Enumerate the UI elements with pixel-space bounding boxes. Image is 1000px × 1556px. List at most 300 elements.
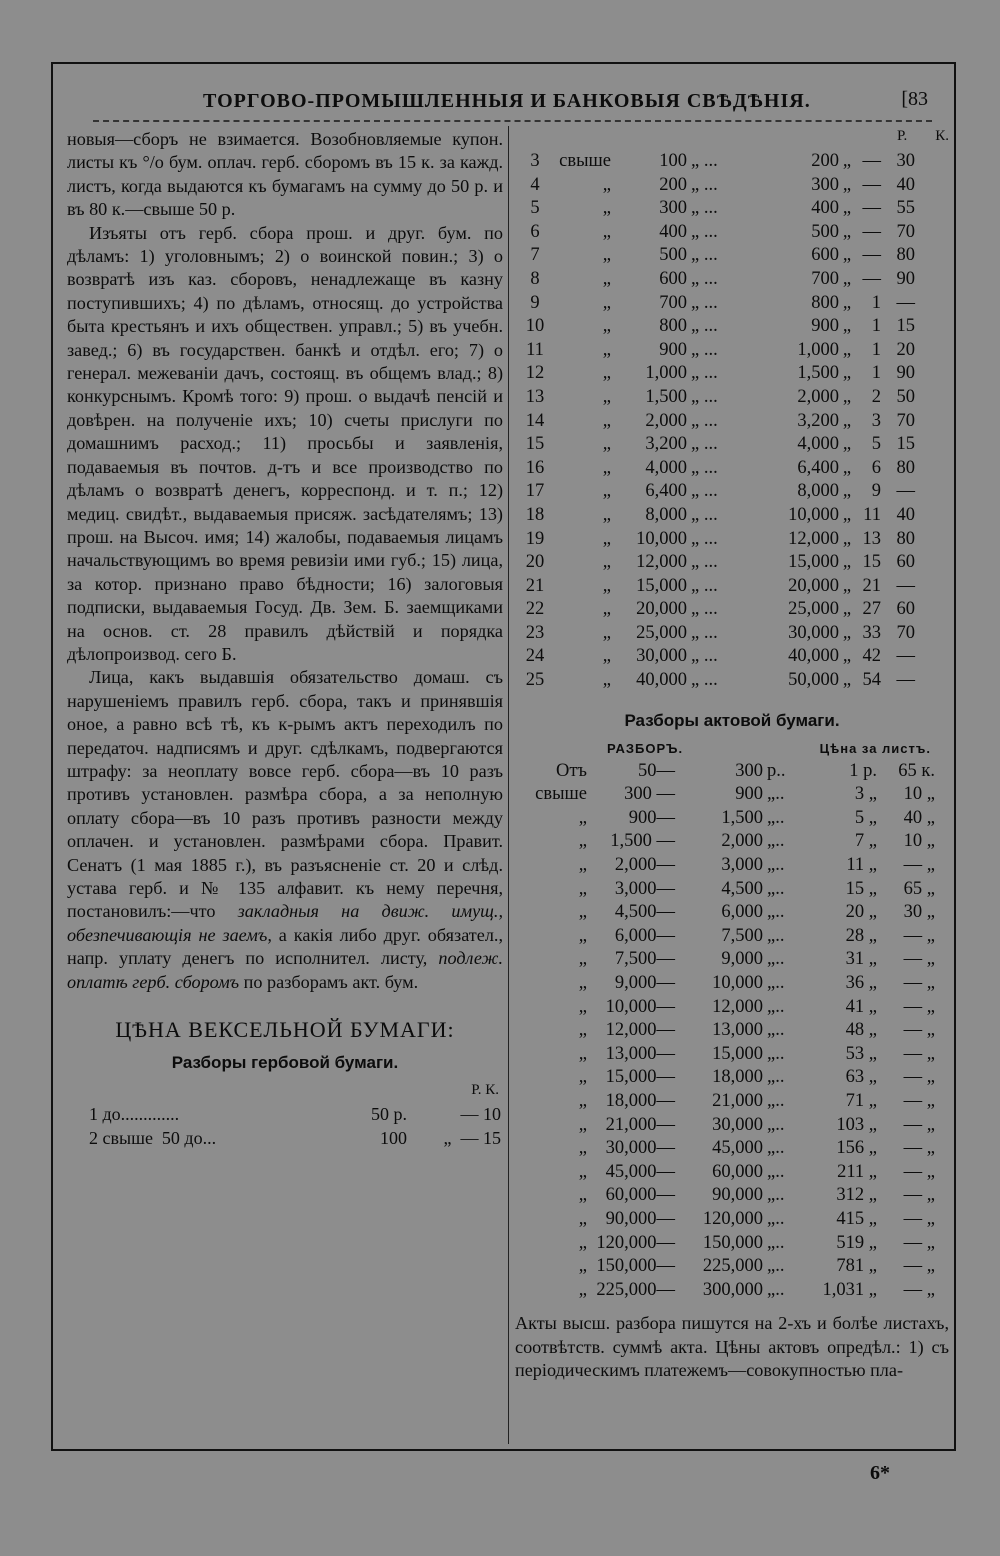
cell: 11 „ <box>846 855 877 876</box>
cell: „.. <box>767 996 785 1017</box>
cell: 8,000 <box>797 481 839 502</box>
cell: „ <box>578 807 587 828</box>
cell: „ <box>578 1020 587 1041</box>
table-row <box>515 669 949 693</box>
cell: 120,000 <box>702 1208 763 1229</box>
italic-text: закладныя на движ. имущ., обезпечивающія не заемъ, <box>67 901 504 945</box>
cell: — „ <box>903 1232 935 1253</box>
cell: „.. <box>767 902 785 923</box>
paragraph: Акты высш. разбора пишутся на 2-хъ и болѣе листахъ, соотвѣтств. суммѣ акта. Цѣны актовъ опредѣл.: 1) съ періодическимъ платежемъ—совокупностью пла- <box>515 1313 949 1381</box>
cell: 19 <box>525 528 545 549</box>
paragraph-text: а какія либо друг. обязател., напр. уплату денегъ по исполнител. листу, <box>67 924 503 969</box>
table-row <box>515 457 949 481</box>
cell: „ ... <box>691 670 718 691</box>
table-row <box>515 1232 949 1256</box>
cell: 800 <box>811 292 839 313</box>
column-divider <box>508 126 509 1444</box>
cell: „.. <box>767 1161 785 1182</box>
cell: 53 „ <box>845 1043 877 1064</box>
cell: — „ <box>903 1279 935 1300</box>
cell: 2,000— <box>614 855 675 876</box>
cell: — „ <box>903 1067 935 1088</box>
cell: „ <box>578 831 587 852</box>
cell: „ <box>842 504 852 525</box>
left-column <box>67 128 503 1150</box>
cell: 3 <box>871 410 881 431</box>
cell: „ <box>602 386 611 407</box>
cell: 71 „ <box>845 1090 877 1111</box>
cell: 150,000 <box>702 1232 763 1253</box>
cell: „ <box>602 410 611 431</box>
cell: 45,000— <box>605 1161 675 1182</box>
cell: 40,000 <box>636 670 687 691</box>
cell: 40 „ <box>903 807 935 828</box>
cell: — <box>862 198 881 219</box>
cell: 3,200 <box>645 434 687 455</box>
cell: — „ <box>903 1138 935 1159</box>
cell: 4 <box>530 174 540 195</box>
cell: „ <box>842 245 852 266</box>
cell: 14 <box>525 410 545 431</box>
cell: 16 <box>525 457 545 478</box>
cell: „ <box>578 1185 587 1206</box>
cell: 900 <box>659 339 687 360</box>
cell: „ <box>602 481 611 502</box>
cell: 2 свыше 50 до... <box>89 1128 217 1149</box>
table-row <box>515 575 949 599</box>
cell: — „ <box>903 925 935 946</box>
cell: 13,000 <box>712 1020 763 1041</box>
cell: — „ <box>903 973 935 993</box>
cell: свыше <box>559 151 611 171</box>
table-row <box>515 244 949 268</box>
cell: 4,000 <box>797 434 839 455</box>
cell: 50 <box>896 386 915 407</box>
table-title: Разборы актовой бумаги. <box>624 710 840 730</box>
cell: 63 „ <box>845 1067 877 1088</box>
table-row <box>515 1208 949 1232</box>
table-row <box>515 197 949 221</box>
cell: „ <box>578 949 587 970</box>
cell: 50 р. <box>371 1104 407 1125</box>
cell: 781 „ <box>836 1256 877 1277</box>
cell: 45,000 <box>712 1138 763 1159</box>
cell: 9,000— <box>614 973 675 993</box>
cell: 54 <box>862 670 881 691</box>
cell: 5 „ <box>854 807 877 828</box>
cell: „ <box>578 1114 587 1135</box>
cell: 21,000 <box>712 1090 763 1111</box>
cell: — <box>862 268 881 289</box>
cell: „.. <box>767 1138 785 1159</box>
cell: 900 <box>811 316 839 337</box>
cell: 50,000 <box>788 670 839 691</box>
table-row <box>515 1114 949 1138</box>
cell: 8 <box>530 268 540 289</box>
cell: 15,000 <box>788 552 839 573</box>
cell: „ <box>578 1090 587 1111</box>
cell: 90 <box>896 268 915 289</box>
cell: „.. <box>767 1067 785 1088</box>
table-row <box>515 480 949 504</box>
cell: 6,000 <box>721 902 763 923</box>
table-row <box>515 315 949 339</box>
right-column <box>515 128 949 1383</box>
cell: 1,500 <box>645 386 687 407</box>
cell: „ <box>602 339 611 360</box>
table-row <box>515 551 949 575</box>
cell: „.. <box>767 831 785 852</box>
cell: 65 к. <box>898 760 935 781</box>
cell: „ <box>842 457 852 478</box>
table-row <box>515 830 949 854</box>
cell: 3 „ <box>854 784 877 805</box>
table-row <box>515 622 949 646</box>
cell: „ ... <box>691 292 718 313</box>
cell: 90,000 <box>712 1185 763 1206</box>
cell: „.. <box>767 925 785 946</box>
cell: — „ <box>903 1020 935 1041</box>
cell: 3,000— <box>614 878 675 899</box>
cell: 9 <box>530 292 540 313</box>
column-headers: Р. К. <box>471 1081 499 1098</box>
cell: „.. <box>767 1232 785 1253</box>
cell: 80 <box>896 528 915 549</box>
cell: 2 <box>871 386 881 407</box>
cell: „ <box>842 151 852 171</box>
table-row <box>515 1019 949 1043</box>
cell: 24 <box>525 646 545 667</box>
cell: 48 „ <box>845 1020 877 1041</box>
cell: 15,000 <box>636 575 687 596</box>
table-row <box>515 1137 949 1161</box>
table-row <box>515 1184 949 1208</box>
page-header <box>53 82 954 118</box>
cell: „ <box>578 1208 587 1229</box>
cell: „ <box>842 174 852 195</box>
italic-text: подлеж. оплатѣ герб. сборомъ <box>67 948 503 992</box>
cell: „.. <box>767 807 785 828</box>
table-row <box>515 339 949 363</box>
cell: 7 „ <box>854 831 877 852</box>
cell: 42 <box>862 646 881 667</box>
table-row <box>515 268 949 292</box>
cell: 156 „ <box>836 1138 877 1159</box>
cell: 13 <box>525 386 545 407</box>
cell: 3 <box>530 151 540 171</box>
cell: „ <box>578 855 587 876</box>
cell: 21 <box>525 575 545 596</box>
cell: 6,000— <box>614 925 675 946</box>
cell: 1,500 — <box>610 831 675 852</box>
cell: — „ <box>903 1161 935 1182</box>
cell: 25,000 <box>788 599 839 620</box>
header-price: Цѣна за листъ. <box>819 740 931 756</box>
table-row <box>515 528 949 552</box>
cell: „ ... <box>691 198 718 219</box>
cell: „ <box>602 504 611 525</box>
cell: 18 <box>525 504 545 525</box>
cell: „.. <box>767 1279 785 1300</box>
cell: 1 <box>871 292 881 313</box>
table-row <box>515 433 949 457</box>
cell: 20 <box>896 339 915 360</box>
cell: 30 „ <box>903 902 935 923</box>
cell: 9,000 <box>721 949 763 970</box>
cell: 28 „ <box>845 925 877 946</box>
cell: „ <box>578 996 587 1017</box>
cell: 10,000 <box>636 528 687 549</box>
cell: „ <box>578 1067 587 1088</box>
cell: 700 <box>659 292 687 313</box>
table-row <box>515 760 949 784</box>
cell: „ ... <box>691 221 718 242</box>
table-row <box>515 1090 949 1114</box>
cell: „ — 15 <box>443 1128 501 1149</box>
cell: 20,000 <box>788 575 839 596</box>
cell: „ <box>842 622 852 643</box>
table-row <box>515 783 949 807</box>
cell: 1,500 <box>721 807 763 828</box>
table-row <box>515 925 949 949</box>
cell: „ ... <box>691 363 718 384</box>
cell: 519 „ <box>836 1232 877 1253</box>
table-row <box>515 174 949 198</box>
cell: 5 <box>530 198 540 219</box>
cell: 6 <box>530 221 540 242</box>
cell: „ <box>578 925 587 946</box>
cell: 300 <box>735 760 763 781</box>
cell: 150,000— <box>596 1256 675 1277</box>
cell: „.. <box>767 1090 785 1111</box>
cell: „ <box>602 599 611 620</box>
table-row <box>515 386 949 410</box>
table-row <box>67 1102 503 1126</box>
cell: „ <box>842 410 852 431</box>
cell: „ <box>842 646 852 667</box>
cell: 1 р. <box>849 760 877 781</box>
paragraph: Изъяты отъ герб. сбора прош. и друг. бум. по дѣламъ: 1) уголовнымъ; 2) о воинской повин.; 3) о возвратѣ изъ каз. сборовъ, ненадлежаще въ казну поступившихъ; 4) по дѣламъ, относящ. до устройства быта крестьянъ и ихъ обществен. управл.; 5) въ учебн. завед.; 6) въ государствен. банкѣ и отдѣл. его; 7) о генерал. межеваніи дачъ, состоящ. въ общемъ влад.; 8) конкурснымъ. Кромѣ того: 9) прош. о выдачѣ пенсій и довѣрен. на полученіе ихъ; 10) счеты прислуги по домашнимъ расход.; 11) просьбы и заявленія, подаваемыя въ почтов. д-тъ и все производство по дѣламъ о возвратѣ денегъ, корреспонд. и т. п.; 12) медиц. свидѣт., выдаваемыя присяж. засѣдателямъ; 13) прош. на Высоч. имя; 14) жалобы, подаваемыя лицамъ начальствующимъ во время ревизіи ими губ.; 15) лица, за котор. признано право бѣдности; 16) залоговыя подписки, выдаваемыя Госуд. Дв. Зем. Б. заемщиками на основ. ст. 28 правилъ дѣйствій и порядка дѣлопроизвод. сего Б. <box>67 222 503 664</box>
cell: 1 <box>871 339 881 360</box>
cell: „ <box>578 1161 587 1182</box>
cell: 12,000— <box>605 1020 675 1041</box>
cell: 30 <box>896 151 915 171</box>
cell: „ <box>602 434 611 455</box>
cell: 200 <box>659 174 687 195</box>
table-row <box>515 150 949 174</box>
cell: 33 <box>862 622 881 643</box>
cell: „ <box>842 292 852 313</box>
cell: „ ... <box>691 174 718 195</box>
cell: „ ... <box>691 622 718 643</box>
cell: „.. <box>767 1114 785 1135</box>
cell: — <box>896 670 915 691</box>
column-headers <box>515 741 949 756</box>
cell: „ ... <box>691 151 718 171</box>
cell: 10 „ <box>903 784 935 805</box>
header-k: К. <box>935 128 949 144</box>
cell: „ <box>602 575 611 596</box>
cell: 103 „ <box>836 1114 877 1135</box>
table-row <box>515 1161 949 1185</box>
cell: 6 <box>871 457 881 478</box>
cell: „ <box>842 316 852 337</box>
cell: 30,000 <box>636 646 687 667</box>
cell: „ ... <box>691 481 718 502</box>
cell: „ ... <box>691 386 718 407</box>
cell: 70 <box>896 410 915 431</box>
cell: 415 „ <box>836 1208 877 1229</box>
cell: „ <box>578 1279 587 1300</box>
table-row <box>515 362 949 386</box>
cell: „.. <box>767 949 785 970</box>
cell: „.. <box>767 1208 785 1229</box>
cell: 300 <box>811 174 839 195</box>
cell: 500 <box>811 221 839 242</box>
cell: 11 <box>863 504 881 525</box>
cell: 900 <box>735 784 763 805</box>
cell: „ ... <box>691 552 718 573</box>
cell: „ <box>602 457 611 478</box>
cell: 15 <box>525 434 545 455</box>
cell: „ <box>842 552 852 573</box>
cell: 10,000 <box>788 504 839 525</box>
running-title: ТОРГОВО-ПРОМЫШЛЕННЫЯ И БАНКОВЫЯ СВѢДѢНІЯ. <box>203 90 811 112</box>
cell: „.. <box>767 973 785 993</box>
cell: „ <box>602 292 611 313</box>
cell: „ <box>842 221 852 242</box>
table-row <box>515 854 949 878</box>
table-row <box>515 221 949 245</box>
section-title: ЦѢНА ВЕКСЕЛЬНОЙ БУМАГИ: <box>115 1017 455 1043</box>
cell: 300 <box>659 198 687 219</box>
cell: 41 „ <box>845 996 877 1017</box>
table-row <box>67 1126 503 1150</box>
page-number: [83 <box>901 88 928 110</box>
cell: 2,000 <box>645 410 687 431</box>
cell: — „ <box>903 1208 935 1229</box>
cell: „ <box>842 386 852 407</box>
cell: 12 <box>525 363 545 384</box>
cell: свыше <box>535 784 587 805</box>
cell: — <box>862 174 881 195</box>
cell: „.. <box>767 878 785 899</box>
cell: „ ... <box>691 528 718 549</box>
cell: 31 „ <box>845 949 877 970</box>
table-row <box>515 292 949 316</box>
table-row <box>515 1255 949 1279</box>
table-row <box>515 1279 949 1303</box>
cell: 500 <box>659 245 687 266</box>
cell: „ ... <box>691 268 718 289</box>
cell: 10 <box>525 316 545 337</box>
cell: 1,500 <box>797 363 839 384</box>
cell: „.. <box>767 1185 785 1206</box>
cell: 1,000 <box>645 363 687 384</box>
book-page <box>51 62 956 1451</box>
cell: „ ... <box>691 457 718 478</box>
cell: 1 <box>871 316 881 337</box>
cell: 11 <box>526 339 544 360</box>
cell: 15,000— <box>605 1067 675 1088</box>
table-row <box>515 410 949 434</box>
stamp-table <box>515 150 949 693</box>
cell: 22 <box>525 599 545 620</box>
cell: 700 <box>811 268 839 289</box>
cell: „ <box>602 646 611 667</box>
cell: 6,400 <box>797 457 839 478</box>
cell: 7 <box>530 245 540 266</box>
cell: 5 <box>871 434 881 455</box>
cell: „ <box>842 268 852 289</box>
cell: — „ <box>903 996 935 1017</box>
cell: 10,000 <box>712 973 763 993</box>
cell: 600 <box>659 268 687 289</box>
cell: 60 <box>896 599 915 620</box>
cell: 225,000 <box>702 1256 763 1277</box>
cell: 12,000 <box>636 552 687 573</box>
cell: 36 „ <box>845 973 877 993</box>
cell: „.. <box>767 784 785 805</box>
cell: — <box>896 646 915 667</box>
cell: „ <box>602 174 611 195</box>
cell: 65 „ <box>903 878 935 899</box>
cell: 18,000 <box>712 1067 763 1088</box>
cell: „ <box>602 198 611 219</box>
cell: „ <box>578 1232 587 1253</box>
table-row <box>515 901 949 925</box>
cell: „.. <box>767 855 785 876</box>
header-r: Р. <box>897 128 908 144</box>
cell: 1,000 <box>797 339 839 360</box>
cell: 25 <box>525 670 545 691</box>
cell: 900— <box>628 807 675 828</box>
cell: — „ <box>903 949 935 970</box>
cell: „.. <box>767 1256 785 1277</box>
cell: 23 <box>525 622 545 643</box>
cell: „ <box>602 268 611 289</box>
cell: 50— <box>638 760 675 781</box>
cell: „ <box>842 434 852 455</box>
cell: — „ <box>903 1043 935 1064</box>
cell: 225,000— <box>596 1279 675 1300</box>
cell: — <box>896 481 915 502</box>
cell: 4,500 <box>721 878 763 899</box>
cell: 25,000 <box>636 622 687 643</box>
table-row <box>515 996 949 1020</box>
cell: „ ... <box>691 504 718 525</box>
header-rule <box>93 120 932 122</box>
cell: — „ <box>903 1256 935 1277</box>
cell: 12,000 <box>788 528 839 549</box>
cell: 15,000 <box>712 1043 763 1064</box>
cell: „ <box>602 552 611 573</box>
cell: 12,000 <box>712 996 763 1017</box>
table-row <box>515 972 949 996</box>
table-row <box>515 598 949 622</box>
cell: 20,000 <box>636 599 687 620</box>
paragraph <box>67 666 503 994</box>
table-row <box>515 878 949 902</box>
cell: 2,000 <box>797 386 839 407</box>
cell: 80 <box>896 245 915 266</box>
cell: „ <box>602 221 611 242</box>
cell: — „ <box>903 1185 935 1206</box>
table-row <box>515 645 949 669</box>
cell: „ ... <box>691 245 718 266</box>
cell: 27 <box>862 599 881 620</box>
cell: — 10 <box>460 1104 501 1125</box>
